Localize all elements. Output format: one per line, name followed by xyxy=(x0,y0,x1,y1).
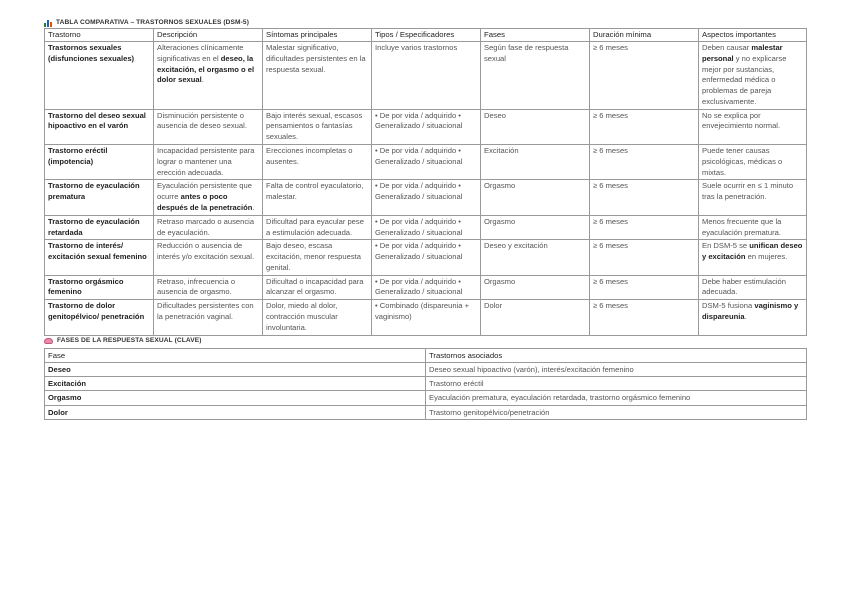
disorder-name: Trastorno del deseo sexual hipoactivo en el varón xyxy=(45,109,154,144)
column-header: Fase xyxy=(45,348,426,362)
table-row xyxy=(45,405,807,419)
description-cell: Disminución persistente o ausencia de deseo sexual. xyxy=(154,109,263,144)
phases-cell: Dolor xyxy=(481,300,590,335)
notes-cell xyxy=(699,42,807,110)
notes-cell: Suele ocurrir en ≤ 1 minuto tras la penetración. xyxy=(699,180,807,215)
types-cell: • De por vida / adquirido • Generalizado / situacional xyxy=(372,215,481,240)
description-highlight: deseo, la excitación, el orgasmo o el dolor sexual xyxy=(157,53,255,85)
disorder-name: Trastorno de eyaculación prematura xyxy=(45,180,154,215)
phases-cell: Orgasmo xyxy=(481,180,590,215)
disorder-name: Trastorno de eyaculación retardada xyxy=(45,215,154,240)
column-header: Tipos / Especificadores xyxy=(372,29,481,42)
phase-name: Excitación xyxy=(45,377,426,391)
symptoms-cell: Dificultad o incapacidad para alcanzar el orgasmo. xyxy=(263,275,372,300)
types-cell: • Combinado (dispareunia + vaginismo) xyxy=(372,300,481,335)
duration-cell: ≥ 6 meses xyxy=(590,240,699,275)
disorders-table xyxy=(44,28,807,336)
document xyxy=(44,17,806,420)
description-text: . xyxy=(201,75,204,85)
duration-cell: ≥ 6 meses xyxy=(590,180,699,215)
associated-disorders: Eyaculación prematura, eyaculación retardada, trastorno orgásmico femenino xyxy=(426,391,807,405)
table-header-row xyxy=(45,348,807,362)
description-cell: Incapacidad persistente para lograr o mantener una erección adecuada. xyxy=(154,145,263,180)
disorder-name: Trastorno de interés/ excitación sexual femenino xyxy=(45,240,154,275)
disorder-name: Trastornos sexuales (disfunciones sexuales) xyxy=(45,42,154,110)
associated-disorders: Deseo sexual hipoactivo (varón), interés/excitación femenino xyxy=(426,362,807,376)
notes-cell xyxy=(699,240,807,275)
phases-table-title xyxy=(44,336,806,347)
main-table-title xyxy=(44,17,806,28)
notes-text: En DSM-5 se xyxy=(702,241,750,251)
duration-cell: ≥ 6 meses xyxy=(590,275,699,300)
duration-cell: ≥ 6 meses xyxy=(590,109,699,144)
table-row xyxy=(45,391,807,405)
types-cell: • De por vida / adquirido • Generalizado / situacional xyxy=(372,275,481,300)
description-cell: Retraso marcado o ausencia de eyaculación. xyxy=(154,215,263,240)
description-text: . xyxy=(252,202,255,212)
symptoms-cell: Dificultad para eyacular pese a estimulación adecuada. xyxy=(263,215,372,240)
column-header: Trastorno xyxy=(45,29,154,42)
types-cell: • De por vida / adquirido • Generalizado / situacional xyxy=(372,180,481,215)
types-cell: Incluye varios trastornos xyxy=(372,42,481,110)
symptoms-cell: Dolor, miedo al dolor, contracción muscular involuntaria. xyxy=(263,300,372,335)
phases-cell: Según fase de respuesta sexual xyxy=(481,42,590,110)
duration-cell: ≥ 6 meses xyxy=(590,215,699,240)
notes-text: . xyxy=(744,311,747,321)
duration-cell: ≥ 6 meses xyxy=(590,42,699,110)
description-cell xyxy=(154,42,263,110)
phases-table-title-text: FASES DE LA RESPUESTA SEXUAL (CLAVE) xyxy=(57,337,202,345)
symptoms-cell: Bajo interés sexual, escasos pensamientos o fantasías sexuales. xyxy=(263,109,372,144)
phase-name: Orgasmo xyxy=(45,391,426,405)
notes-cell: Puede tener causas psicológicas, médicas o mixtas. xyxy=(699,145,807,180)
disorder-name: Trastorno eréctil (impotencia) xyxy=(45,145,154,180)
notes-cell xyxy=(699,300,807,335)
table-row xyxy=(45,240,807,275)
notes-cell: Debe haber estimulación adecuada. xyxy=(699,275,807,300)
notes-text: y no explicarse mejor por sustancias, enfermedad médica o problemas de pareja exclusivamente. xyxy=(702,53,787,106)
description-cell: Reducción o ausencia de interés y/o excitación sexual. xyxy=(154,240,263,275)
column-header: Descripción xyxy=(154,29,263,42)
notes-highlight: unifican deseo y excitación xyxy=(702,241,803,262)
description-text: Eyaculación persistente que ocurre xyxy=(157,181,252,202)
table-row xyxy=(45,377,807,391)
types-cell: • De por vida / adquirido • Generalizado / situacional xyxy=(372,240,481,275)
table-row xyxy=(45,180,807,215)
duration-cell: ≥ 6 meses xyxy=(590,145,699,180)
column-header: Aspectos importantes xyxy=(699,29,807,42)
symptoms-cell: Falta de control eyaculatorio, malestar. xyxy=(263,180,372,215)
description-cell xyxy=(154,180,263,215)
notes-highlight: vaginismo y dispareunia xyxy=(702,301,799,321)
phases-cell: Deseo xyxy=(481,109,590,144)
associated-disorders: Trastorno genitopélvico/penetración xyxy=(426,405,807,419)
table-row xyxy=(45,109,807,144)
phase-name: Dolor xyxy=(45,405,426,419)
brain-icon xyxy=(44,338,53,344)
table-row xyxy=(45,275,807,300)
column-header: Fases xyxy=(481,29,590,42)
table-row xyxy=(45,362,807,376)
notes-text: DSM-5 fusiona xyxy=(702,301,755,311)
symptoms-cell: Bajo deseo, escasa excitación, menor respuesta genital. xyxy=(263,240,372,275)
notes-cell: No se explica por envejecimiento normal. xyxy=(699,109,807,144)
description-highlight: antes o poco después de la penetración xyxy=(157,192,253,212)
types-cell: • De por vida / adquirido • Generalizado / situacional xyxy=(372,109,481,144)
bar-chart-icon xyxy=(44,19,52,27)
table-row xyxy=(45,42,807,110)
symptoms-cell: Malestar significativo, dificultades persistentes en la respuesta sexual. xyxy=(263,42,372,110)
description-cell: Retraso, infrecuencia o ausencia de orgasmo. xyxy=(154,275,263,300)
notes-text: Deben causar xyxy=(702,43,752,52)
column-header: Trastornos asociados xyxy=(426,348,807,362)
table-row xyxy=(45,215,807,240)
symptoms-cell: Erecciones incompletas o ausentes. xyxy=(263,145,372,180)
description-cell: Dificultades persistentes con la penetración vaginal. xyxy=(154,300,263,335)
duration-cell: ≥ 6 meses xyxy=(590,300,699,335)
notes-highlight: malestar personal xyxy=(702,43,783,63)
table-row xyxy=(45,300,807,335)
associated-disorders: Trastorno eréctil xyxy=(426,377,807,391)
table-header-row xyxy=(45,29,807,42)
phases-cell: Excitación xyxy=(481,145,590,180)
phase-name: Deseo xyxy=(45,362,426,376)
table-row xyxy=(45,145,807,180)
phases-cell: Deseo y excitación xyxy=(481,240,590,275)
types-cell: • De por vida / adquirido • Generalizado / situacional xyxy=(372,145,481,180)
column-header: Duración mínima xyxy=(590,29,699,42)
phases-table xyxy=(44,348,807,420)
phases-cell: Orgasmo xyxy=(481,275,590,300)
column-header: Síntomas principales xyxy=(263,29,372,42)
disorder-name: Trastorno orgásmico femenino xyxy=(45,275,154,300)
description-text: Alteraciones clínicamente significativas en el xyxy=(157,43,244,63)
disorder-name: Trastorno de dolor genitopélvico/ penetración xyxy=(45,300,154,335)
phases-cell: Orgasmo xyxy=(481,215,590,240)
main-table-title-text: TABLA COMPARATIVA – TRASTORNOS SEXUALES (DSM-5) xyxy=(56,18,249,26)
notes-text: en mujeres. xyxy=(745,252,788,262)
notes-cell: Menos frecuente que la eyaculación prematura. xyxy=(699,215,807,240)
